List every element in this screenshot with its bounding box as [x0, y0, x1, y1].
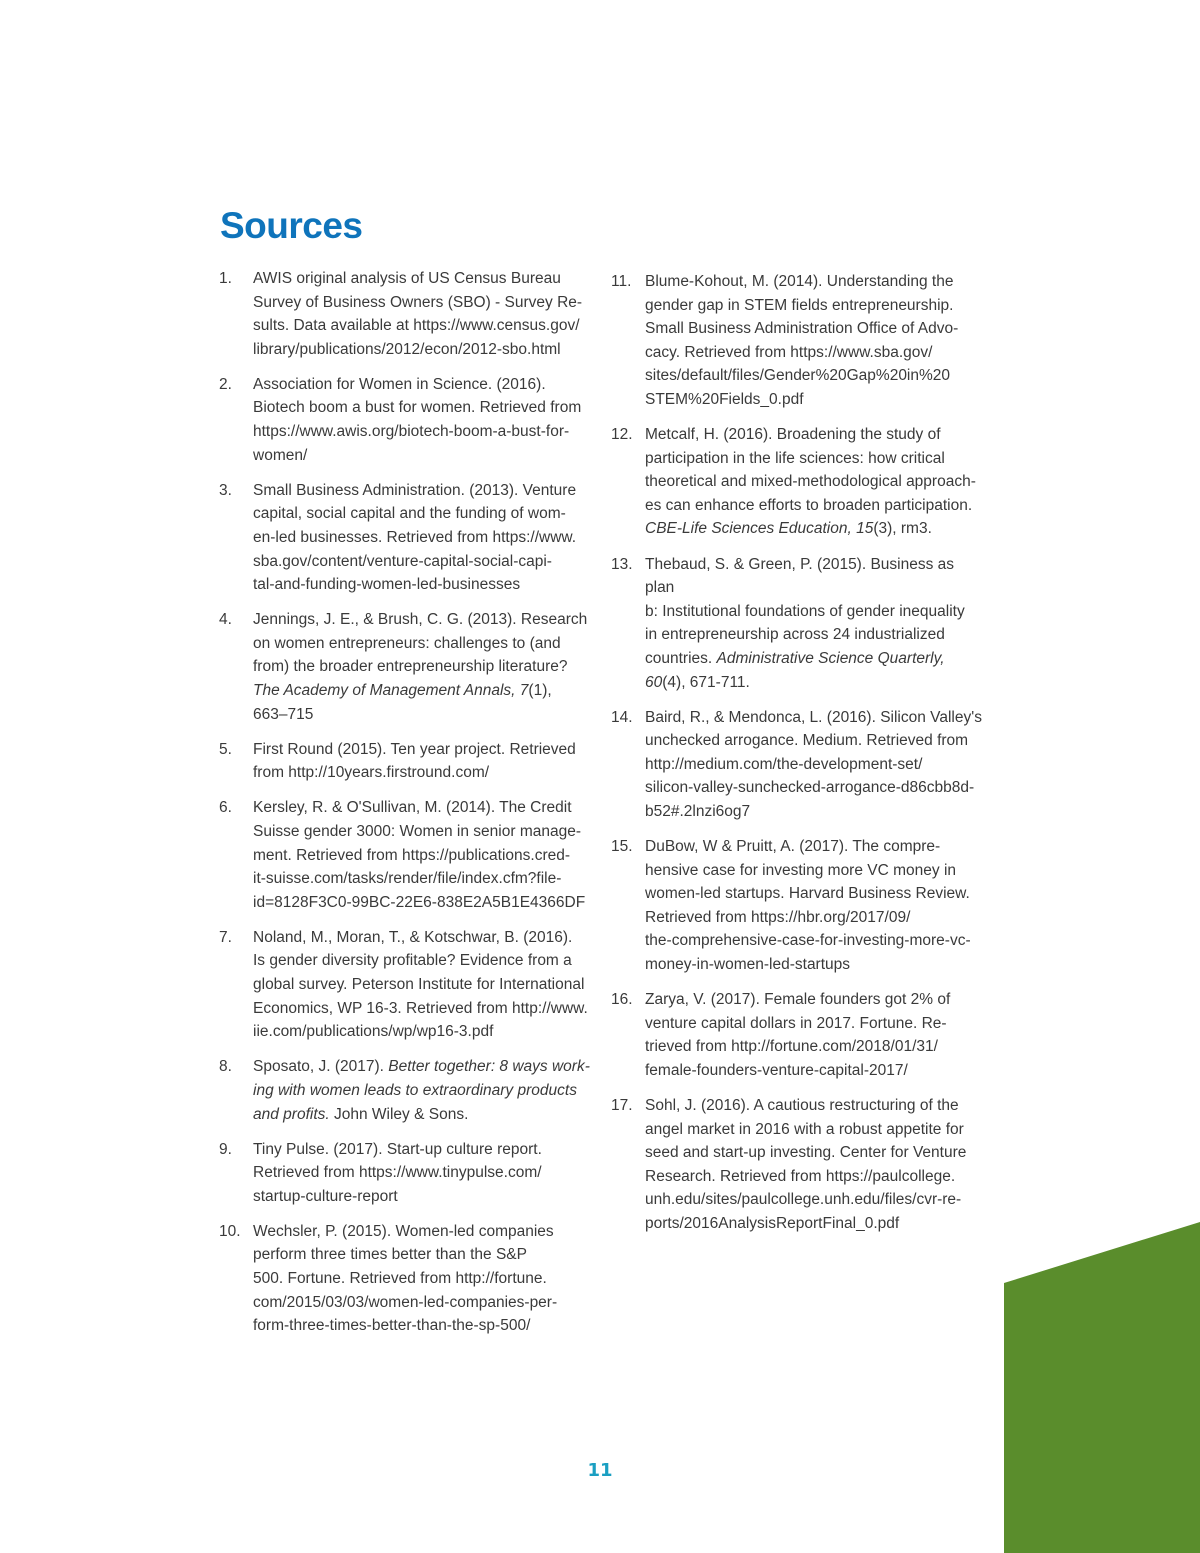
reference-item [219, 373, 591, 467]
reference-text: Zarya, V. (2017). Female founders got 2% of venture capital dollars in 2017. Fortune. Re- trieved from http://fortune.com/2018/01/31/ female-founders-venture-capital-2017/ [645, 991, 951, 1079]
reference-item [219, 608, 591, 726]
reference-text: Association for Women in Science. (2016). Biotech boom a bust for women. Retrieved from https://www.awis.org/biotech-boom-a-bust-for- women/ [253, 375, 582, 464]
reference-text: Jennings, J. E., & Brush, C. G. (2013). Research on women entrepreneurs: challenges to (and from) the broader entrepreneurship literature? The Academy of Management Annals, 7(1), 663–715 [253, 611, 588, 723]
reference-text: Tiny Pulse. (2017). Start-up culture report. Retrieved from https://www.tinypulse.com/ startup-culture-report [253, 1140, 542, 1205]
reference-text: Blume-Kohout, M. (2014). Understanding the gender gap in STEM fields entrepreneurship. Small Business Administration Office of Advo- cacy. Retrieved from https://www.sba.gov/ sites/default/files/Gender%20Gap%20in%20 STEM%20Fields_0.pdf [645, 273, 959, 408]
reference-text: Thebaud, S. & Green, P. (2015). Business as plan b: Institutional foundations of gender inequality in entrepreneurship across 24 industrialized countries. Administrative Science Quarterly, 60(4), 671-711. [645, 555, 965, 691]
reference-item [219, 926, 591, 1044]
reference-number: 14. [611, 708, 633, 726]
reference-item [611, 988, 983, 1082]
page-number: 11 [587, 1460, 613, 1481]
reference-item [611, 706, 983, 824]
reference-number: 7. [219, 928, 232, 946]
reference-number: 5. [219, 740, 232, 758]
sources-list-right [611, 270, 983, 1247]
sources-list-left [219, 267, 591, 1349]
reference-number: 1. [219, 270, 232, 287]
page-title: Sources [220, 205, 363, 246]
reference-item [611, 553, 983, 695]
reference-number: 10. [219, 1222, 241, 1240]
reference-text: Sohl, J. (2016). A cautious restructuring of the angel market in 2016 with a robust appetite for seed and start-up investing. Center for Venture Research. Retrieved from https://paulcollege. unh.edu/sites/paulcollege.unh.edu/files/cvr-re- ports/2016AnalysisReportFinal_0.pdf [645, 1097, 967, 1232]
reference-number: 16. [611, 991, 633, 1009]
reference-number: 12. [611, 426, 633, 444]
reference-number: 8. [219, 1058, 232, 1076]
reference-item [611, 835, 983, 977]
reference-number: 4. [219, 611, 232, 629]
reference-item [219, 738, 591, 785]
reference-text: DuBow, W & Pruitt, A. (2017). The compre- hensive case for investing more VC money in women-led startups. Harvard Business Review. Retrieved from https://hbr.org/2017/09/ the-comprehensive-case-for-investing-more-vc- money-in-women-led-startups [645, 838, 971, 974]
reference-item [219, 1138, 591, 1209]
reference-number: 2. [219, 375, 232, 393]
reference-number: 9. [219, 1140, 232, 1158]
reference-item [611, 1094, 983, 1236]
green-corner-polygon [1004, 1222, 1200, 1553]
reference-item [611, 270, 983, 412]
reference-item [219, 796, 591, 914]
reference-text: Sposato, J. (2017). Better together: 8 ways work- ing with women leads to extraordinary products and profits. John Wiley & Sons. [253, 1058, 590, 1123]
reference-text: Metcalf, H. (2016). Broadening the study of participation in the life sciences: how critical theoretical and mixed-methodological approach- es can enhance efforts to broaden participation. CBE-Life Sciences Education, 15(3), rm3. [645, 426, 976, 538]
reference-number: 15. [611, 838, 633, 856]
reference-item [219, 1220, 591, 1338]
reference-number: 17. [611, 1097, 633, 1114]
reference-text: Small Business Administration. (2013). Venture capital, social capital and the funding of wom- en-led businesses. Retrieved from https://www. sba.gov/content/venture-capital-social-capi- tal-and-funding-women-led-businesses [253, 481, 577, 594]
reference-text: AWIS original analysis of US Census Bureau Survey of Business Owners (SBO) - Survey Re- sults. Data available at https://www.census.gov/ library/publications/2012/econ/2012-sbo.html [253, 270, 583, 358]
green-corner-decoration [1004, 1222, 1200, 1553]
reference-number: 3. [219, 481, 232, 499]
reference-item [219, 479, 591, 597]
reference-text: First Round (2015). Ten year project. Retrieved from http://10years.firstround.com/ [253, 740, 576, 782]
reference-number: 11. [611, 273, 632, 290]
reference-text: Wechsler, P. (2015). Women-led companies perform three times better than the S&P 500. Fortune. Retrieved from http://fortune. com/2015/03/03/women-led-companies-per- form-three-times-better-than-the-sp-500/ [253, 1222, 558, 1335]
reference-item [219, 267, 591, 361]
reference-number: 13. [611, 555, 633, 573]
reference-text: Noland, M., Moran, T., & Kotschwar, B. (2016). Is gender diversity profitable? Evidence from a global survey. Peterson Institute for International Economics, WP 16-3. Retrieved from http://www. iie.com/publications/wp/wp16-3.pdf [253, 928, 588, 1041]
reference-text: Kersley, R. & O'Sullivan, M. (2014). The Credit Suisse gender 3000: Women in senior manage- ment. Retrieved from https://publications.cred- it-suisse.com/tasks/render/file/index.cfm?file- id=8128F3C0-99BC-22E6-838E2A5B1E4366DF [253, 799, 586, 911]
reference-text: Baird, R., & Mendonca, L. (2016). Silicon Valley's unchecked arrogance. Medium. Retrieved from http://medium.com/the-development-set/ silicon-valley-sunchecked-arrogance-d86cbb8d- b52#.2lnzi6og7 [645, 708, 982, 820]
reference-item [219, 1055, 591, 1126]
reference-number: 6. [219, 799, 232, 817]
reference-item [611, 423, 983, 541]
